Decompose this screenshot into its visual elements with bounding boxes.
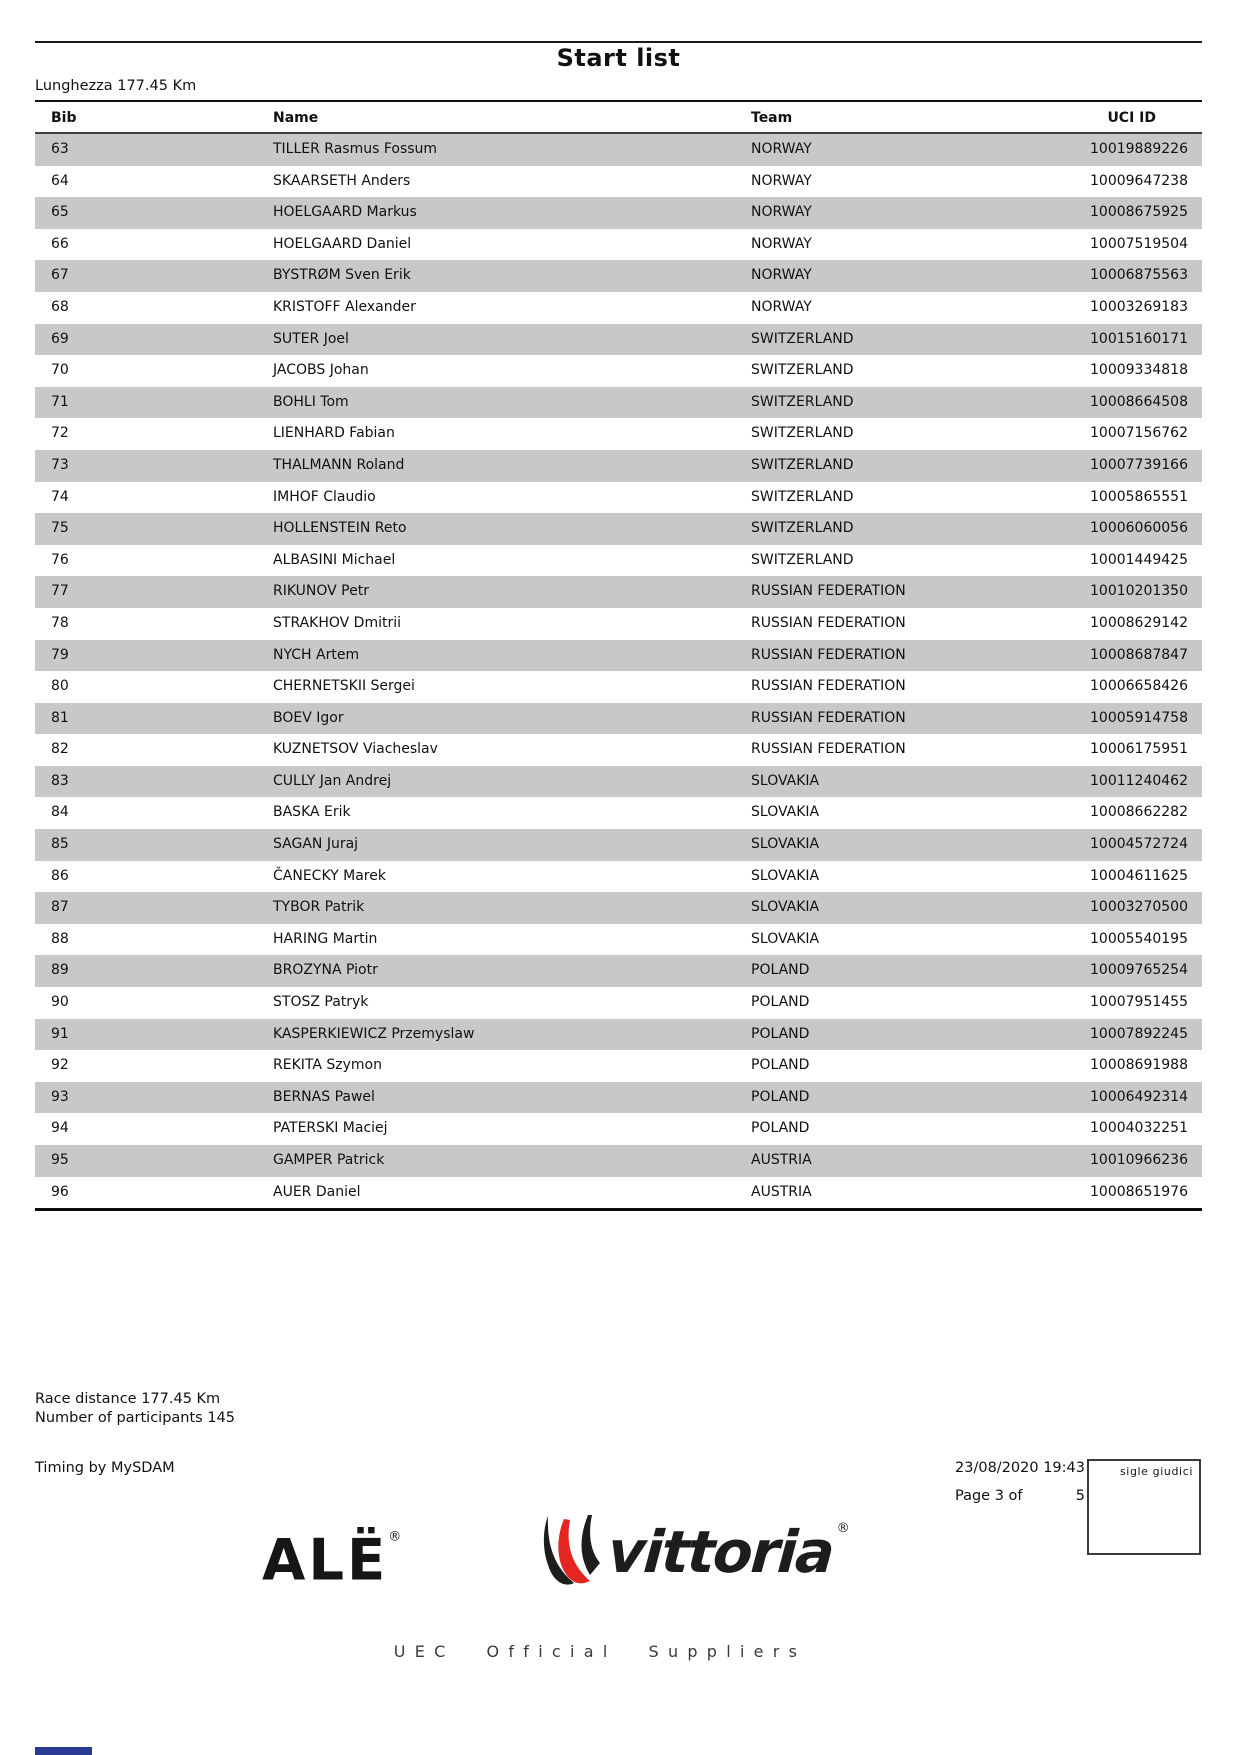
- bib-cell: 67: [51, 267, 69, 284]
- name-cell: STRAKHOV Dmitrii: [273, 614, 402, 631]
- bib-cell: 64: [51, 172, 69, 189]
- name-cell: BASKA Erik: [273, 804, 351, 821]
- uci-id-cell: 10006658426: [1090, 678, 1188, 695]
- table-row: [35, 418, 1202, 450]
- name-cell: AUER Daniel: [273, 1183, 361, 1200]
- bib-cell: 86: [51, 867, 69, 884]
- team-cell: SWITZERLAND: [751, 488, 854, 505]
- bib-cell: 92: [51, 1057, 69, 1074]
- uci-id-cell: 10004032251: [1090, 1120, 1188, 1137]
- page-label: Page 3 of: [955, 1488, 1023, 1504]
- bib-cell: 88: [51, 930, 69, 947]
- bib-cell: 68: [51, 298, 69, 315]
- team-cell: SWITZERLAND: [751, 393, 854, 410]
- bib-cell: 65: [51, 204, 69, 221]
- name-cell: SAGAN Juraj: [273, 836, 359, 853]
- uci-id-cell: 10008664508: [1090, 393, 1188, 410]
- ale-logo: [262, 1527, 401, 1593]
- table-row: [35, 450, 1202, 482]
- uci-id-cell: 10006175951: [1090, 741, 1188, 758]
- bib-cell: 73: [51, 456, 69, 473]
- name-cell: BERNAS Pawel: [273, 1088, 375, 1105]
- bib-cell: 91: [51, 1025, 69, 1042]
- bib-cell: 90: [51, 994, 69, 1011]
- name-cell: THALMANN Roland: [273, 456, 405, 473]
- vittoria-registered-mark: ®: [836, 1521, 850, 1536]
- uci-id-cell: 10009647238: [1090, 172, 1188, 189]
- bib-cell: 71: [51, 393, 69, 410]
- table-row: [35, 324, 1202, 356]
- name-cell: IMHOF Claudio: [273, 488, 376, 505]
- table-row: [35, 1145, 1202, 1177]
- uci-id-cell: 10003270500: [1090, 899, 1188, 916]
- bib-cell: 89: [51, 962, 69, 979]
- table-row: [35, 640, 1202, 672]
- table-row: [35, 292, 1202, 324]
- team-cell: NORWAY: [751, 267, 812, 284]
- table-row: [35, 545, 1202, 577]
- uci-id-cell: 10007519504: [1090, 235, 1188, 252]
- bib-cell: 76: [51, 551, 69, 568]
- team-cell: SWITZERLAND: [751, 425, 854, 442]
- name-cell: KASPERKIEWICZ Przemyslaw: [273, 1025, 475, 1042]
- uci-id-cell: 10019889226: [1090, 141, 1188, 157]
- name-cell: JACOBS Johan: [273, 362, 369, 379]
- bib-cell: 74: [51, 488, 69, 505]
- team-cell: RUSSIAN FEDERATION: [751, 614, 906, 631]
- name-cell: RIKUNOV Petr: [273, 583, 369, 600]
- uci-id-cell: 10008687847: [1090, 646, 1188, 663]
- ale-registered-mark: ®: [388, 1529, 402, 1545]
- bib-cell: 95: [51, 1152, 69, 1168]
- team-cell: RUSSIAN FEDERATION: [751, 646, 906, 663]
- uci-id-cell: 10003269183: [1090, 298, 1188, 315]
- team-cell: RUSSIAN FEDERATION: [751, 709, 906, 726]
- uci-id-cell: 10007951455: [1090, 994, 1188, 1011]
- table-row: [35, 166, 1202, 198]
- bib-cell: 78: [51, 614, 69, 631]
- team-cell: NORWAY: [751, 204, 812, 221]
- team-cell: SLOVAKIA: [751, 930, 820, 947]
- bib-cell: 82: [51, 741, 69, 758]
- uci-id-cell: 10008651976: [1090, 1183, 1188, 1200]
- table-row: [35, 229, 1202, 261]
- table-row: [35, 197, 1202, 229]
- team-cell: SWITZERLAND: [751, 330, 854, 347]
- bib-cell: 93: [51, 1088, 69, 1105]
- table-row: [35, 1019, 1202, 1051]
- name-cell: HOELGAARD Markus: [273, 204, 417, 221]
- uci-id-cell: 10006492314: [1090, 1088, 1188, 1105]
- name-cell: HOELGAARD Daniel: [273, 235, 412, 252]
- bib-cell: 96: [51, 1183, 69, 1200]
- name-cell: SUTER Joel: [273, 330, 349, 347]
- bib-cell: 94: [51, 1120, 69, 1137]
- team-cell: SLOVAKIA: [751, 867, 820, 884]
- table-row: [35, 797, 1202, 829]
- bottom-blue-bar: [35, 1747, 92, 1755]
- bib-cell: 80: [51, 678, 69, 695]
- team-cell: SLOVAKIA: [751, 772, 820, 789]
- participants-label: Number of participants 145: [35, 1410, 236, 1426]
- table-row: [35, 1082, 1202, 1114]
- team-cell: NORWAY: [751, 141, 812, 157]
- table-row: [35, 134, 1202, 166]
- team-cell: POLAND: [751, 1088, 810, 1105]
- uci-id-cell: 10009765254: [1090, 962, 1188, 979]
- name-cell: CHERNETSKII Sergei: [273, 678, 415, 695]
- table-row: [35, 924, 1202, 956]
- bib-cell: 84: [51, 804, 69, 821]
- team-cell: SWITZERLAND: [751, 520, 854, 537]
- bib-cell: 63: [51, 141, 69, 157]
- name-cell: LIENHARD Fabian: [273, 425, 395, 442]
- uci-id-cell: 10011240462: [1090, 772, 1188, 789]
- table-row: [35, 1050, 1202, 1082]
- name-cell: TYBOR Patrik: [273, 899, 365, 916]
- name-cell: HOLLENSTEIN Reto: [273, 520, 407, 537]
- uci-id-cell: 10007739166: [1090, 456, 1188, 473]
- name-cell: KRISTOFF Alexander: [273, 298, 416, 315]
- name-cell: TILLER Rasmus Fossum: [273, 141, 438, 157]
- uci-id-cell: 10006875563: [1090, 267, 1188, 284]
- name-cell: BYSTRØM Sven Erik: [273, 267, 411, 284]
- name-cell: STOSZ Patryk: [273, 994, 369, 1011]
- name-cell: REKITA Szymon: [273, 1057, 382, 1074]
- timing-label: Timing by MySDAM: [35, 1460, 175, 1476]
- table-row: [35, 355, 1202, 387]
- table-row: [35, 576, 1202, 608]
- team-cell: AUSTRIA: [751, 1183, 812, 1200]
- bib-cell: 83: [51, 772, 69, 789]
- uec-official-suppliers-label: UEC Official Suppliers: [393, 1642, 807, 1661]
- team-cell: SWITZERLAND: [751, 551, 854, 568]
- team-cell: RUSSIAN FEDERATION: [751, 678, 906, 695]
- table-row: [35, 671, 1202, 703]
- table-header-row: [35, 100, 1202, 134]
- table-row: [35, 734, 1202, 766]
- race-distance-label: Race distance 177.45 Km: [35, 1391, 221, 1407]
- team-cell: RUSSIAN FEDERATION: [751, 583, 906, 600]
- team-cell: SLOVAKIA: [751, 804, 820, 821]
- uci-id-cell: 10008662282: [1090, 804, 1188, 821]
- uci-id-cell: 10005540195: [1090, 930, 1188, 947]
- table-row: [35, 955, 1202, 987]
- table-row: [35, 513, 1202, 545]
- team-cell: POLAND: [751, 994, 810, 1011]
- table-row: [35, 766, 1202, 798]
- uci-id-cell: 10008675925: [1090, 204, 1188, 221]
- table-row: [35, 1113, 1202, 1145]
- judges-box-label: sigle giudici: [1119, 1465, 1193, 1478]
- table-row: [35, 1177, 1202, 1209]
- bib-cell: 72: [51, 425, 69, 442]
- name-cell: HARING Martin: [273, 930, 378, 947]
- name-cell: ALBASINI Michael: [273, 551, 396, 568]
- team-cell: NORWAY: [751, 172, 812, 189]
- uci-id-cell: 10009334818: [1090, 362, 1188, 379]
- team-cell: POLAND: [751, 962, 810, 979]
- table-bottom-divider: [35, 1208, 1202, 1211]
- vittoria-logo-text: vittoria: [605, 1518, 835, 1586]
- bib-cell: 81: [51, 709, 69, 726]
- uci-id-cell: 10005865551: [1090, 488, 1188, 505]
- column-header-uci-id: UCI ID: [1107, 110, 1156, 126]
- name-cell: ČANECKY Marek: [273, 867, 386, 884]
- bib-cell: 87: [51, 899, 69, 916]
- uci-id-cell: 10006060056: [1090, 520, 1188, 537]
- uci-id-cell: 10008691988: [1090, 1057, 1188, 1074]
- bib-cell: 75: [51, 520, 69, 537]
- table-row: [35, 260, 1202, 292]
- uci-id-cell: 10001449425: [1090, 551, 1188, 568]
- bib-cell: 77: [51, 583, 69, 600]
- vittoria-swoosh-icon: [540, 1513, 602, 1591]
- uci-id-cell: 10008629142: [1090, 614, 1188, 631]
- bib-cell: 66: [51, 235, 69, 252]
- team-cell: NORWAY: [751, 235, 812, 252]
- judges-signature-box: [1087, 1459, 1201, 1555]
- name-cell: CULLY Jan Andrej: [273, 772, 392, 789]
- column-header-bib: Bib: [51, 110, 77, 126]
- uci-id-cell: 10005914758: [1090, 709, 1188, 726]
- page-indicator: [955, 1488, 1085, 1504]
- team-cell: POLAND: [751, 1120, 810, 1137]
- name-cell: BOEV Igor: [273, 709, 344, 726]
- race-length-label: Lunghezza 177.45 Km: [35, 78, 197, 94]
- uci-id-cell: 10004611625: [1090, 867, 1188, 884]
- table-row: [35, 829, 1202, 861]
- uci-id-cell: 10010201350: [1090, 583, 1188, 600]
- team-cell: RUSSIAN FEDERATION: [751, 741, 906, 758]
- uci-id-cell: 10007892245: [1090, 1025, 1188, 1042]
- name-cell: PATERSKI Maciej: [273, 1120, 388, 1137]
- team-cell: POLAND: [751, 1025, 810, 1042]
- team-cell: SLOVAKIA: [751, 899, 820, 916]
- uci-id-cell: 10015160171: [1090, 330, 1188, 347]
- uci-id-cell: 10010966236: [1090, 1152, 1188, 1168]
- table-row: [35, 987, 1202, 1019]
- name-cell: KUZNETSOV Viacheslav: [273, 741, 438, 758]
- team-cell: POLAND: [751, 1057, 810, 1074]
- bib-cell: 79: [51, 646, 69, 663]
- name-cell: NYCH Artem: [273, 646, 360, 663]
- team-cell: SLOVAKIA: [751, 836, 820, 853]
- name-cell: SKAARSETH Anders: [273, 172, 411, 189]
- name-cell: BOHLI Tom: [273, 393, 349, 410]
- table-body: [35, 134, 1202, 1208]
- team-cell: SWITZERLAND: [751, 456, 854, 473]
- page-title: Start list: [556, 44, 681, 72]
- team-cell: SWITZERLAND: [751, 362, 854, 379]
- table-row: [35, 482, 1202, 514]
- column-header-team: Team: [751, 110, 793, 126]
- print-datetime: 23/08/2020 19:43: [955, 1460, 1085, 1476]
- page-total: 5: [1075, 1488, 1085, 1504]
- ale-logo-text: ALË: [262, 1527, 389, 1594]
- table-row: [35, 892, 1202, 924]
- top-divider: [35, 41, 1202, 43]
- table-row: [35, 861, 1202, 893]
- table-row: [35, 703, 1202, 735]
- start-list-table: [35, 100, 1202, 1211]
- table-row: [35, 608, 1202, 640]
- name-cell: BROZYNA Piotr: [273, 962, 378, 979]
- team-cell: AUSTRIA: [751, 1152, 812, 1168]
- bib-cell: 69: [51, 330, 69, 347]
- vittoria-logo: [540, 1513, 850, 1591]
- bib-cell: 85: [51, 836, 69, 853]
- uci-id-cell: 10004572724: [1090, 836, 1188, 853]
- table-row: [35, 387, 1202, 419]
- uci-id-cell: 10007156762: [1090, 425, 1188, 442]
- name-cell: GAMPER Patrick: [273, 1152, 385, 1168]
- team-cell: NORWAY: [751, 298, 812, 315]
- column-header-name: Name: [273, 110, 319, 126]
- bib-cell: 70: [51, 362, 69, 379]
